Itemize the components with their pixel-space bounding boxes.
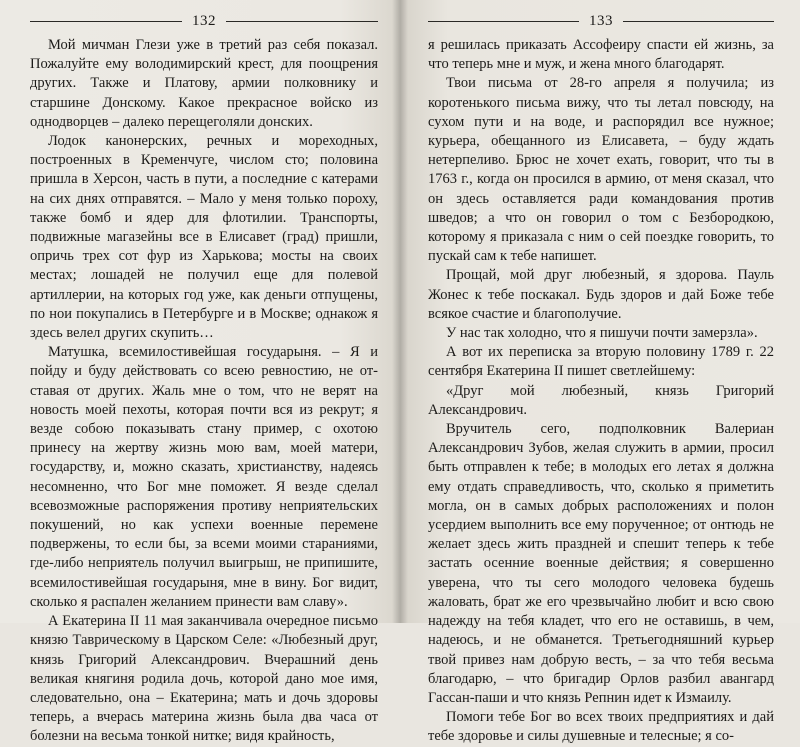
- paragraph: Твои письма от 28-го апреля я получила; из коротенького письма вижу, что ты летал повсюду, на сухом пути и на воде, и распорядил все нужное; курьера, обещанного из Елисавета, – буду ждать нетерпеливо. Брюс не хочет ехать, говорит, что ты в 1763 г., когда он просился в армию, от меня сказал, что он здесь оставляется ради командования против шведов; а что он говорил о том с Безбородкою, которому я приказала с ним о сей поездке говорить, то пускай сам к тебе напишет.: [428, 75, 774, 265]
- page-number: 133: [589, 12, 613, 29]
- header-rule: [428, 21, 579, 22]
- paragraph: Матушка, всемилостивейшая государыня. – Я и пойду и буду действовать со всею ревностию, не от-ставая от других. Жаль мне о том, что не верят на новость моей пехоты, которая почти вся из рекрут; я везде собою показывать стану пример, с охотою принесу на жертву жизнь мою вам, моей матери, государству, и, можно сказать, христианству, надеясь несомненно, что Бог мне поможет. Я везде сделал всевозможные распоряжения противу неприятельских покушений, но как успехи военные перемене подвержены, то если бы, за всеми моими стараниями, где-либо неприятель получил выигрыш, не припишите, всемилостивейшая государыня, мне в вину. Бог видит, сколько я распален желанием принести вам славу».: [30, 344, 378, 610]
- page-number: 132: [192, 12, 216, 29]
- page-text: [428, 36, 774, 747]
- page-text: [30, 36, 378, 747]
- paragraph: А вот их переписка за вторую половину 1789 г. 22 сентября Екатерина II пишет светлейшему:: [428, 344, 774, 380]
- paragraph: Помоги тебе Бог во всех твоих предприятиях и дай тебе здоровье и силы душевные и телесные; я со-: [428, 709, 774, 745]
- paragraph: У нас так холодно, что я пишучи почти замерзла».: [446, 325, 758, 342]
- page-header: [428, 10, 774, 32]
- header-rule: [30, 21, 182, 22]
- paragraph: «Друг мой любезный, князь Григорий Александрович.: [428, 382, 774, 418]
- right-page: [400, 0, 800, 745]
- paragraph: Прощай, мой друг любезный, я здорова. Пауль Жонес к тебе поскакал. Будь здоров и дай Боже тебе всякое счастие и благополучие.: [428, 267, 774, 322]
- paragraph: А Екатерина II 11 мая заканчивала очередное письмо князю Таврическому в Царском Селе: «Любезный друг, князь Григорий Александрович. Вчерашний день великая княгиня родила дочь, которой дано мое имя, следовательно, она – Екатерина; мать и дочь здоровы теперь, а вчерась материна жизнь была два часа от болезни на весьма тонкой нитке; видя крайность,: [30, 613, 378, 745]
- paragraph: я решилась приказать Ассофеиру спасти ей жизнь, за что теперь мне и муж, и жена много благодарят.: [428, 37, 774, 73]
- paragraph: Мой мичман Глези уже в третий раз себя показал. Пожалуйте ему володимирский крест, для поощрения других. Также и Платову, армии полковнику и старшине Донскому. Какое прекрасное войско из однодворцев – далеко перещеголяли донских.: [30, 37, 378, 130]
- page-header: [30, 10, 378, 32]
- paragraph: Вручитель сего, подполковник Валериан Александрович Зубов, желая служить в армии, просил быть отправлен к тебе; в молодых его летах я должна ему отдать справедливость, что, сколько я приметить могла, он в самых добрых расположениях и полон усердием выполнить все ему порученное; от онтюдь не желает здесь жить праздней и спешит теперь к тебе застать осенние военные действия; я совершенно уверена, что ты сего молодого человека будешь жаловать, брат же его чрезвычайно любит и всю свою надежду на тебя кладет, что его не оставишь, в чем, надеюсь, и не обманется. Третьегодняшний курьер твой привез нам добрую весть, – за что тебя весьма благодарю, – что бригадир Орлов разбил авангард Гассан-паши и что князь Репнин идет к Измаилу.: [428, 421, 774, 706]
- header-rule: [623, 21, 774, 22]
- paragraph: Лодок канонерских, речных и мореходных, построенных в Кременчуге, числом сто; половина пришла в Херсон, часть в пути, а последние с катерами на сих днях отправятся. – Мало у меня только пороху, также бомб и ядер для флотилии. Транспорты, подвижные магазейны все в Елисавет (град) пришли, опричь трех сот фур из Харькова; мосты на своих местах; лошадей не получил еще для полевой артиллерии, на которых год уже, как деньги отпущены, по нои покупались в Петербурге и в Москве; однакож я здесь велел других скупить…: [30, 133, 378, 342]
- left-page: [0, 0, 400, 745]
- header-rule: [226, 21, 378, 22]
